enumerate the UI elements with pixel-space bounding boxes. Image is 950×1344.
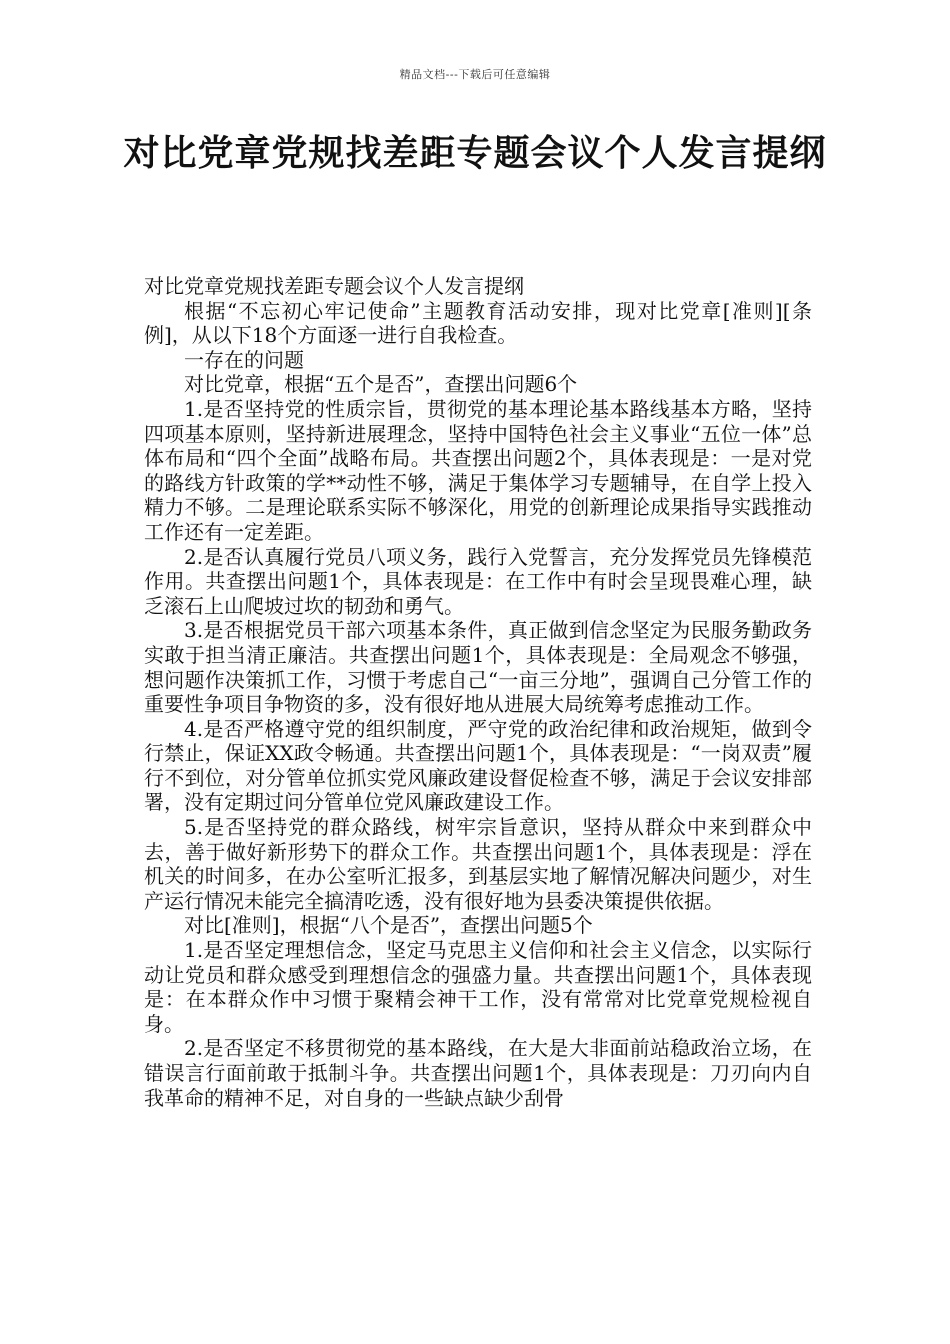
- paragraph-subtitle: 对比党章党规找差距专题会议个人发言提纲: [144, 274, 524, 298]
- document-body: [144, 274, 812, 1110]
- paragraph: 1.是否坚持党的性质宗旨，贯彻党的基本理论基本路线基本方略，坚持四项基本原则，坚持新进展理念，坚持中国特色社会主义事业“五位一体”总体布局和“四个全面”战略布局。共查摆出问题2个，具体表现是：一是对党的路线方针政策的学**动性不够，满足于集体学习专题辅导，在自学上投入精力不够。二是理论联系实际不够深化，用党的创新理论成果指导实践推动工作还有一定差距。: [144, 396, 812, 544]
- header-note: 精品文档---下载后可任意编辑: [399, 68, 551, 81]
- paragraph: 对比党章，根据“五个是否”，查摆出问题6个: [184, 372, 578, 397]
- document-title: 对比党章党规找差距专题会议个人发言提纲: [123, 132, 827, 174]
- paragraph: 5.是否坚持党的群众路线，树牢宗旨意识，坚持从群众中来到群众中去，善于做好新形势下的群众工作。共查摆出问题1个，具体表现是：浮在机关的时间多，在办公室听汇报多，到基层实地了解情况解决问题少，对生产运行情况未能完全搞清吃透，没有很好地为县委决策提供依据。: [144, 815, 812, 913]
- paragraph: 4.是否严格遵守党的组织制度，严守党的政治纪律和政治规矩，做到令行禁止，保证XX政令畅通。共查摆出问题1个，具体表现是：“一岗双责”履行不到位，对分管单位抓实党风廉政建设督促检查不够，满足于会议安排部署，没有定期过问分管单位党风廉政建设工作。: [144, 716, 812, 815]
- paragraph: 根据“不忘初心牢记使命”主题教育活动安排，现对比党章[准则][条例]，从以下18个方面逐一进行自我检查。: [144, 298, 812, 348]
- paragraph: 2.是否坚定不移贯彻党的基本路线，在大是大非面前站稳政治立场，在错误言行面前敢于抵制斗争。共查摆出问题1个，具体表现是：刀刃向内自我革命的精神不足，对自身的一些缺点缺少刮骨: [144, 1036, 812, 1110]
- paragraph: 3.是否根据党员干部六项基本条件，真正做到信念坚定为民服务勤政务实敢于担当清正廉洁。共查摆出问题1个，具体表现是：全局观念不够强，想问题作决策抓工作，习惯于考虑自己“一亩三分地”，强调自己分管工作的重要性争项目争物资的多，没有很好地从进展大局统筹考虑推动工作。: [144, 618, 812, 717]
- paragraph: 2.是否认真履行党员八项义务，践行入党誓言，充分发挥党员先锋模范作用。共查摆出问题1个，具体表现是：在工作中有时会呈现畏难心理，缺乏滚石上山爬坡过坎的韧劲和勇气。: [144, 544, 812, 618]
- section-heading: 一存在的问题: [184, 347, 304, 372]
- paragraph: 对比[准则]，根据“八个是否”，查摆出问题5个: [184, 913, 593, 938]
- paragraph: 1.是否坚定理想信念，坚定马克思主义信仰和社会主义信念，以实际行动让党员和群众感受到理想信念的强盛力量。共查摆出问题1个，具体表现是：在本群众作中习惯于聚精会神干工作，没有常常对比党章党规检视自身。: [144, 938, 812, 1036]
